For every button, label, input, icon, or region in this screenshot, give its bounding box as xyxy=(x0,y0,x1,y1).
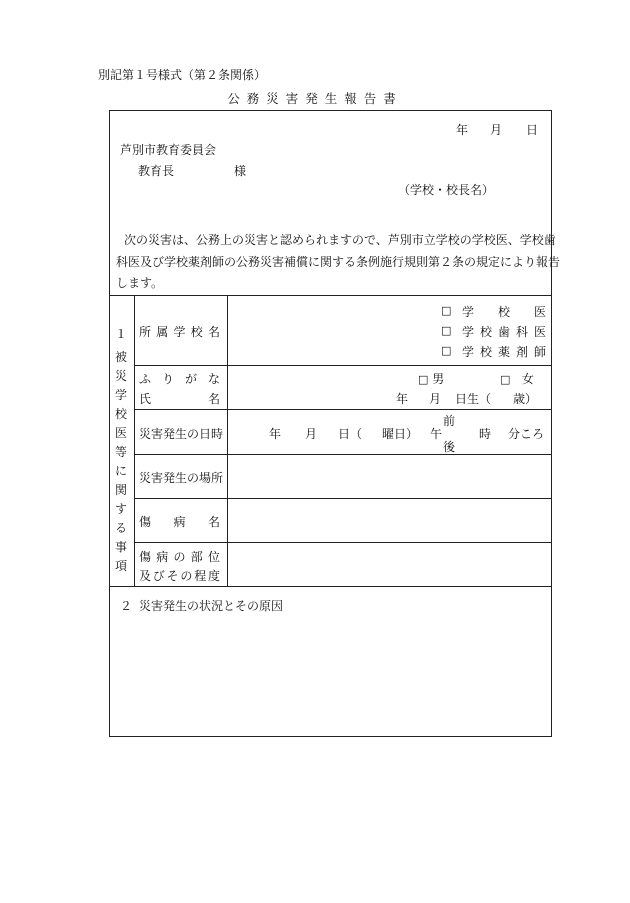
addressee-honorific: 様 xyxy=(234,164,247,178)
checkbox-icon[interactable]: □ xyxy=(441,344,452,357)
label-char: 名 xyxy=(207,392,220,406)
datetime-label: 災害発生の日時 xyxy=(139,427,224,441)
section1-number: １ xyxy=(115,327,128,341)
body-line-3: します。 xyxy=(116,276,164,290)
label-char: 学 xyxy=(462,325,475,339)
rule-section1-bottom xyxy=(110,586,551,587)
section1-title-char: に xyxy=(114,464,127,478)
dt-noon: 午 xyxy=(430,427,443,441)
label-char: の xyxy=(173,550,186,564)
section1-title-char: 項 xyxy=(114,559,127,573)
label-char: 校 xyxy=(479,325,492,339)
rule-school-bottom xyxy=(134,365,551,366)
label-char: 歯 xyxy=(497,325,510,339)
gender-male-label: 男 xyxy=(432,372,445,386)
role-school-doctor xyxy=(462,303,546,320)
section1-title-char: 災 xyxy=(114,369,127,383)
form-title: 公務災害発生報告書 xyxy=(227,91,403,106)
section1-title-char: る xyxy=(114,521,127,535)
label-char: な xyxy=(207,372,220,386)
label-char: 病 xyxy=(156,550,169,564)
section2-number: ２ xyxy=(120,599,133,613)
role-checkbox-school-dentist[interactable] xyxy=(441,323,451,337)
report-frame xyxy=(109,110,561,737)
label-char: 位 xyxy=(207,550,220,564)
label-char: 部 xyxy=(190,550,203,564)
birth-day: 日生（ xyxy=(455,392,492,406)
label-char: 師 xyxy=(533,345,546,359)
school-label xyxy=(139,323,220,340)
date-month: 月 xyxy=(490,123,503,137)
rule-name-bottom xyxy=(134,409,551,410)
section1-title-char: 校 xyxy=(114,407,127,421)
dt-hour: 時 xyxy=(479,427,492,441)
section1-title-char: 等 xyxy=(114,445,127,459)
label-char: 所 xyxy=(139,325,152,339)
role-school-dentist xyxy=(462,323,546,340)
label-char: 傷 xyxy=(139,550,152,564)
label-char: が xyxy=(184,372,197,386)
rule-place-bottom xyxy=(134,498,551,499)
label-char: 医 xyxy=(533,325,546,339)
body-line-2: 科医及び学校薬剤師の公務災害補償に関する条例施行規則第２条の規定により報告 xyxy=(116,255,561,269)
rule-label-col xyxy=(227,295,228,586)
rule-section-col xyxy=(134,295,135,586)
label-char: 程 xyxy=(194,569,207,583)
label-char: の xyxy=(180,569,193,583)
label-char: 剤 xyxy=(515,345,528,359)
label-char: 医 xyxy=(533,305,546,319)
checkbox-icon[interactable]: □ xyxy=(441,324,452,337)
section1-title-char: 関 xyxy=(114,483,127,497)
label-char: 薬 xyxy=(497,345,510,359)
section1-title-char: 事 xyxy=(114,540,127,554)
injury-label xyxy=(139,513,220,530)
rule-datetime-bottom xyxy=(134,454,551,455)
place-label: 災害発生の場所 xyxy=(139,471,224,485)
birth-age: 歳） xyxy=(513,392,538,406)
gender-female-label: 女 xyxy=(521,372,534,386)
date-year: 年 xyxy=(456,123,469,137)
dt-weekday: 曜日） xyxy=(382,427,419,441)
gender-male[interactable] xyxy=(418,370,444,387)
section1-title-char: 医 xyxy=(114,426,127,440)
checkbox-icon[interactable]: □ xyxy=(500,373,511,386)
role-checkbox-school-pharmacist[interactable] xyxy=(441,343,451,357)
rule-section1-top xyxy=(110,295,551,296)
section1-title-char: 被 xyxy=(114,350,127,364)
label-char: ふ xyxy=(139,372,152,386)
addressee-person: 教育長 xyxy=(138,164,175,178)
label-char: 及 xyxy=(139,569,152,583)
section2-title: 災害発生の状況とその原因 xyxy=(139,599,284,613)
addressee-org: 芦別市教育委員会 xyxy=(120,143,217,157)
gender-female[interactable] xyxy=(500,370,534,387)
label-char: び xyxy=(152,569,165,583)
dt-day: 日（ xyxy=(338,427,363,441)
label-char: そ xyxy=(166,569,179,583)
date-day: 日 xyxy=(526,123,539,137)
furigana-label xyxy=(139,370,220,387)
label-char: 校 xyxy=(497,305,510,319)
part-label-2 xyxy=(139,567,220,584)
dt-year: 年 xyxy=(269,427,282,441)
reporter-name-label: （学校・校長名） xyxy=(398,183,495,197)
label-char: り xyxy=(161,372,174,386)
label-char: 科 xyxy=(515,325,528,339)
birth-year: 年 xyxy=(396,392,409,406)
label-char: 校 xyxy=(479,345,492,359)
rule-injury-bottom xyxy=(134,542,551,543)
dt-am: 前 xyxy=(443,414,456,428)
section1-title-char: す xyxy=(114,502,127,516)
label-char: 校 xyxy=(190,325,203,339)
name-label xyxy=(139,390,220,407)
birth-month: 月 xyxy=(429,392,442,406)
checkbox-icon[interactable]: □ xyxy=(418,373,429,386)
label-char: 度 xyxy=(207,569,220,583)
label-char: 名 xyxy=(207,325,220,339)
label-char: 学 xyxy=(462,345,475,359)
role-school-pharmacist xyxy=(462,343,546,360)
dt-minute: 分ころ xyxy=(508,427,545,441)
label-char: 学 xyxy=(173,325,186,339)
role-checkbox-school-doctor[interactable] xyxy=(441,303,451,317)
label-char: 氏 xyxy=(139,392,152,406)
body-line-1: 次の災害は、公務上の災害と認められますので、芦別市立学校の学校医、学校歯 xyxy=(124,233,556,247)
part-label-1 xyxy=(139,548,220,565)
checkbox-icon[interactable]: □ xyxy=(441,304,452,317)
label-char: 病 xyxy=(173,515,186,529)
label-char: 属 xyxy=(156,325,169,339)
section1-title xyxy=(112,348,130,576)
form-reference: 別記第１号様式（第２条関係） xyxy=(98,68,267,82)
label-char: 傷 xyxy=(139,515,152,529)
dt-pm: 後 xyxy=(443,440,456,454)
section1-title-char: 学 xyxy=(114,388,127,402)
label-char: 学 xyxy=(462,305,475,319)
label-char: 名 xyxy=(207,515,220,529)
dt-month: 月 xyxy=(305,427,318,441)
